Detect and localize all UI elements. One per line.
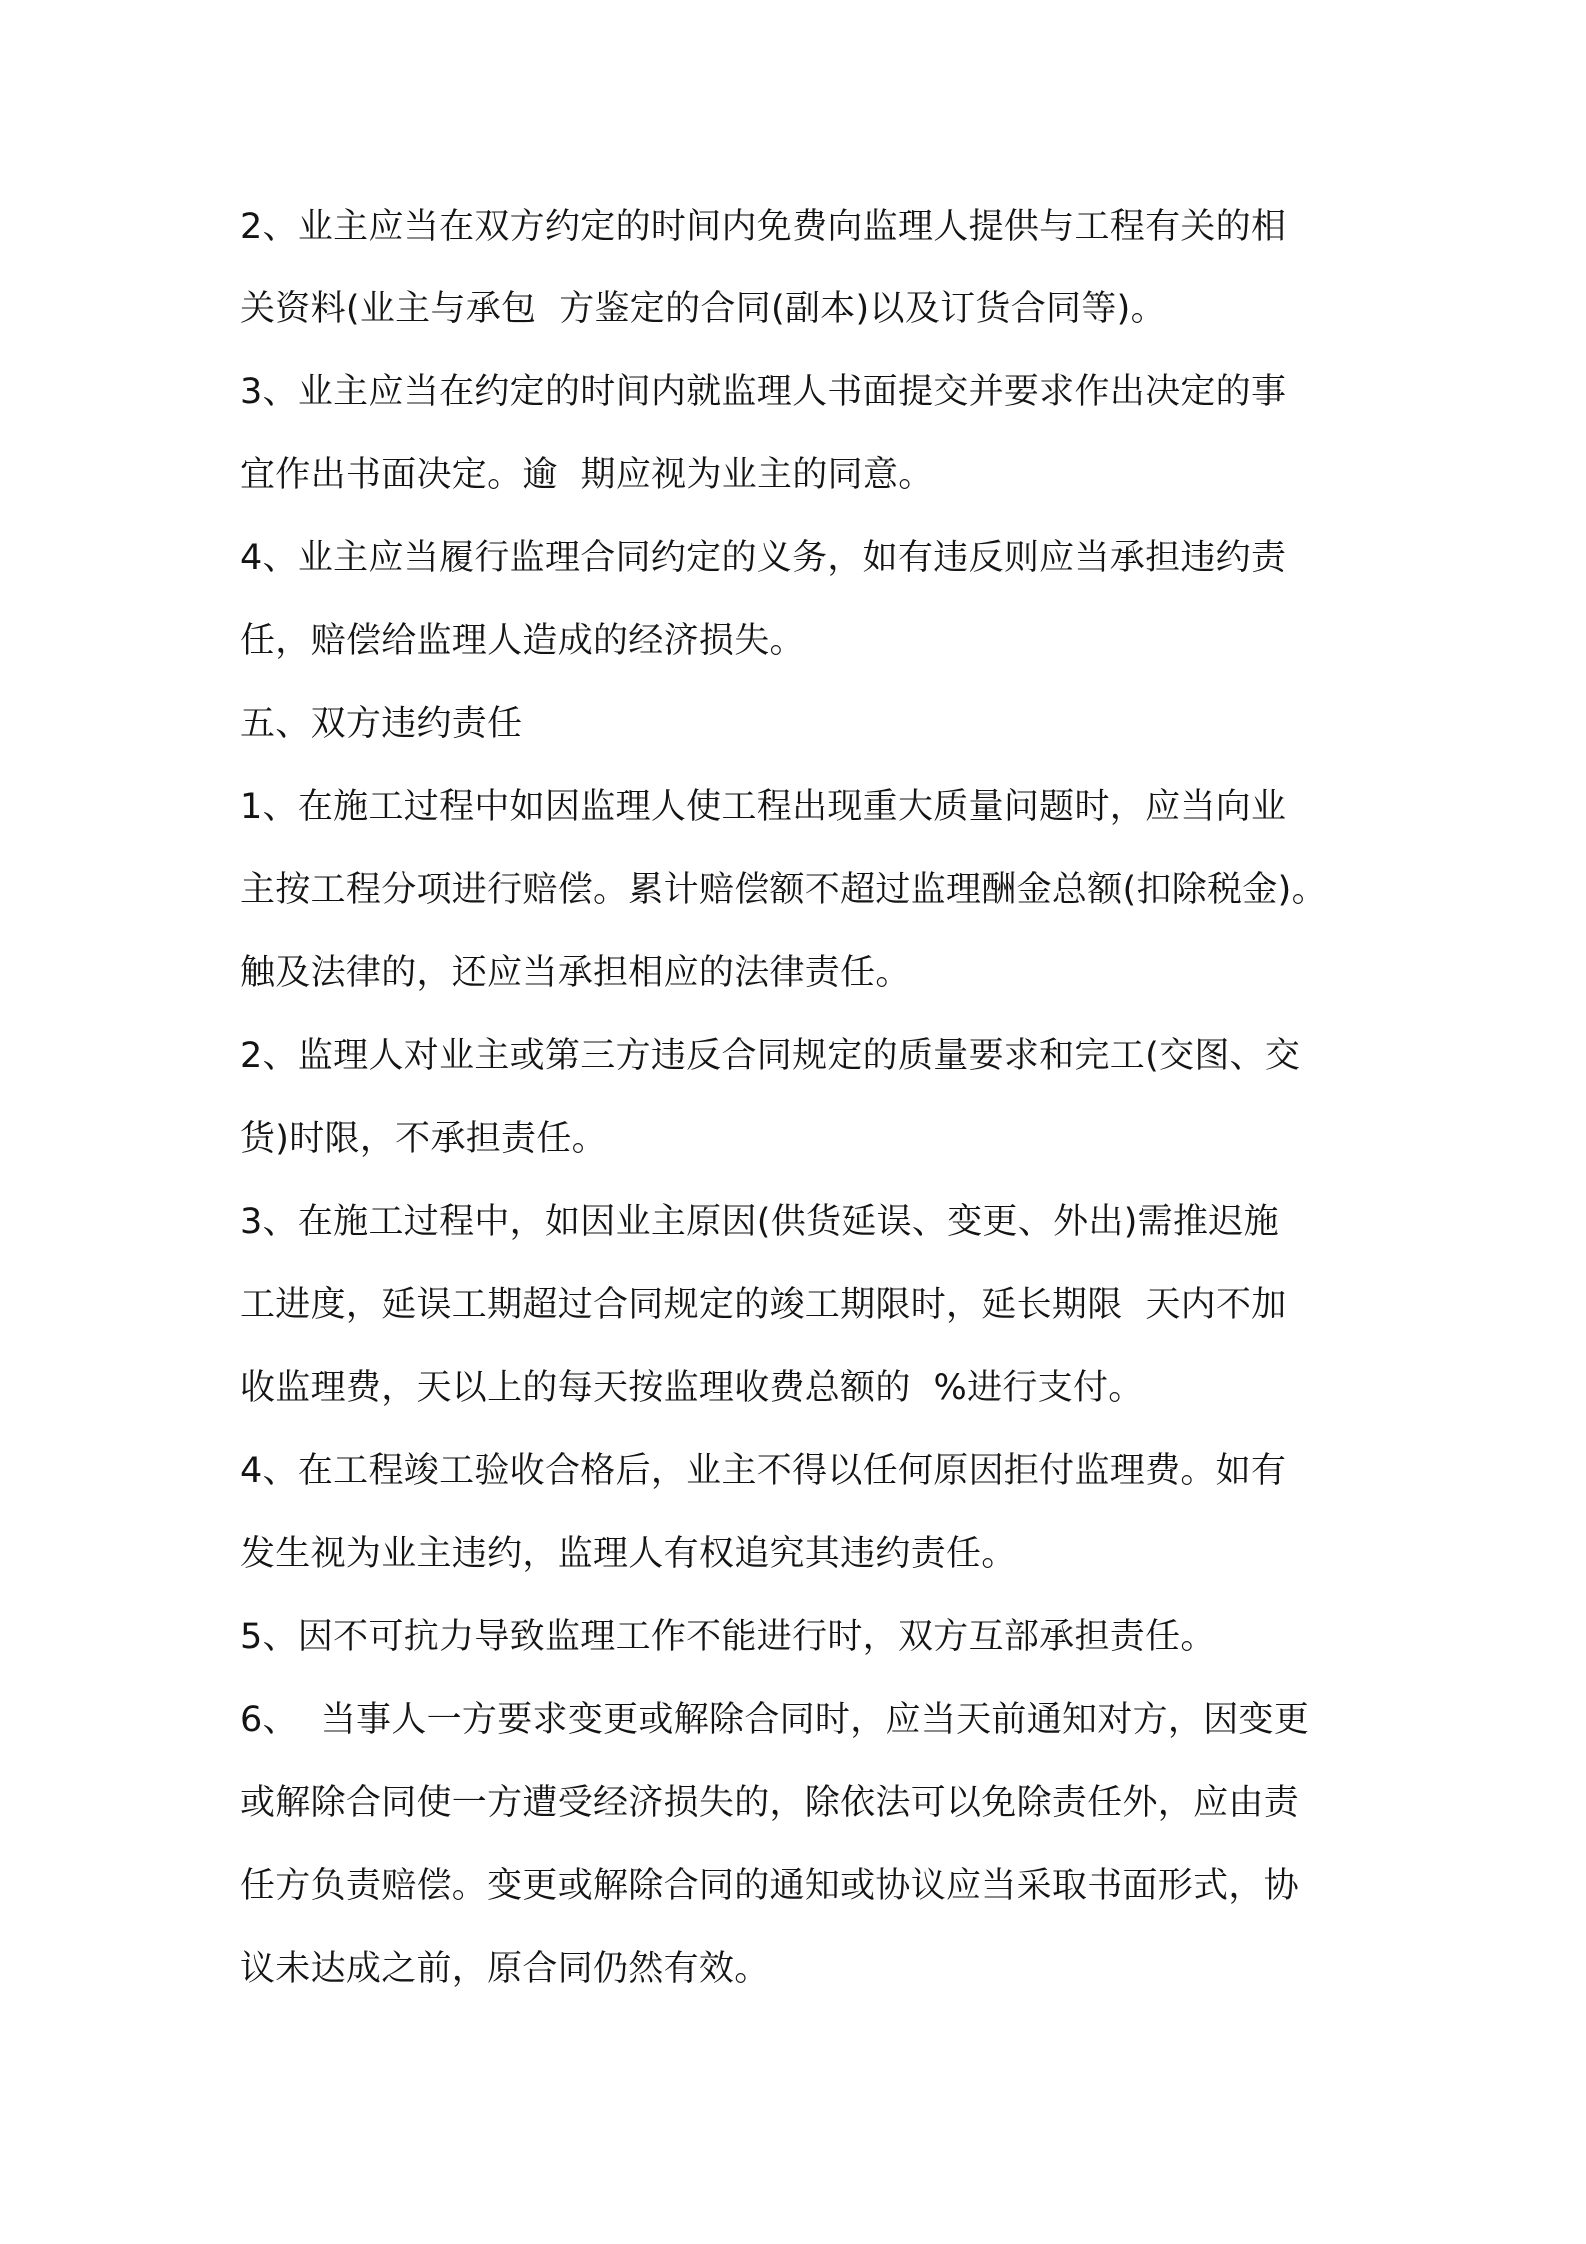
section-heading: 五、双方违约责任	[240, 704, 523, 744]
text-line: 任方负责赔偿。变更或解除合同的通知或协议应当采取书面形式，协	[240, 1866, 1300, 1906]
text-line: 主按工程分项进行赔偿。累计赔偿额不超过监理酬金总额(扣除税金)。	[240, 870, 1327, 910]
text-line: 4、业主应当履行监理合同约定的义务，如有违反则应当承担违约责	[240, 538, 1287, 578]
text-line: 2、业主应当在双方约定的时间内免费向监理人提供与工程有关的相	[240, 207, 1287, 247]
text-line: 5、因不可抗力导致监理工作不能进行时，双方互部承担责任。	[240, 1617, 1216, 1657]
text-line: 4、在工程竣工验收合格后，业主不得以任何原因拒付监理费。如有	[240, 1451, 1287, 1491]
text-line: 收监理费，天以上的每天按监理收费总额的 %进行支付。	[240, 1368, 1144, 1408]
text-line: 3、业主应当在约定的时间内就监理人书面提交并要求作出决定的事	[240, 372, 1287, 412]
text-line: 6、 当事人一方要求变更或解除合同时，应当天前通知对方，因变更	[240, 1700, 1310, 1740]
text-line: 宜作出书面决定。逾 期应视为业主的同意。	[240, 455, 934, 495]
text-line: 关资料(业主与承包 方鉴定的合同(副本)以及订货合同等)。	[240, 289, 1166, 329]
text-line: 3、在施工过程中，如因业主原因(供货延误、变更、外出)需推迟施	[240, 1202, 1279, 1242]
text-line: 任，赔偿给监理人造成的经济损失。	[240, 621, 805, 661]
text-line: 1、在施工过程中如因监理人使工程出现重大质量问题时，应当向业	[240, 787, 1287, 827]
text-line: 议未达成之前，原合同仍然有效。	[240, 1949, 770, 1989]
text-line: 或解除合同使一方遭受经济损失的，除依法可以免除责任外，应由责	[240, 1783, 1300, 1823]
text-line: 工进度，延误工期超过合同规定的竣工期限时，延长期限 天内不加	[240, 1285, 1287, 1325]
text-line: 发生视为业主违约，监理人有权追究其违约责任。	[240, 1534, 1017, 1574]
text-line: 货)时限，不承担责任。	[240, 1119, 607, 1159]
text-line: 触及法律的，还应当承担相应的法律责任。	[240, 953, 911, 993]
text-line: 2、监理人对业主或第三方违反合同规定的质量要求和完工(交图、交	[240, 1036, 1301, 1076]
